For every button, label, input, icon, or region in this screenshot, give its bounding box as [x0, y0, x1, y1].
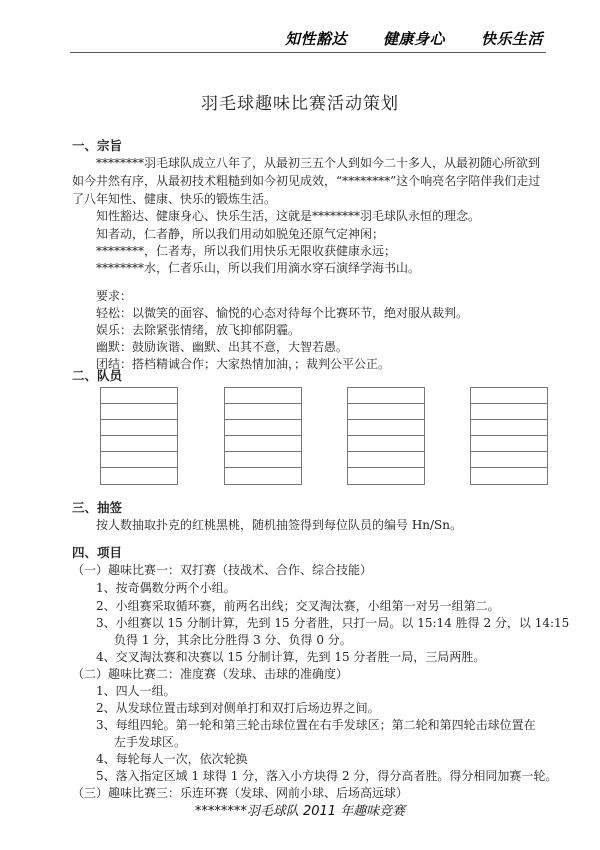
- draw-text: 按人数抽取扑克的红桃黑桃，随机抽签得到每位队员的编号 Hn/Sn。: [96, 518, 463, 532]
- purpose-line: ********水，仁者乐山，所以我们用滴水穿石演绎学海书山。: [96, 261, 421, 275]
- event-3-title: （三）趣味比赛三：乐连环赛（发球、网前小球、后场高远球）: [72, 786, 409, 800]
- member-cell: [101, 388, 177, 404]
- slogan-2: 健康身心: [383, 30, 446, 48]
- member-cell: [225, 388, 301, 404]
- event-2-item-cont: 左手发球区。: [114, 735, 187, 749]
- event-1-item: 2、小组赛采取循环赛，前两名出线；交叉淘汰赛，小组第一对另一组第二。: [96, 599, 500, 613]
- purpose-line: ********，仁者寿，所以我们用快乐无限收获健康永远；: [96, 244, 397, 258]
- member-cell: [101, 420, 177, 436]
- event-2-item: 2、从发球位置击球到对侧单打和双打后场边界之间。: [96, 701, 380, 715]
- member-cell: [225, 420, 301, 436]
- requirement-item: 娱乐：去除紧张情绪，放飞抑郁阴霾。: [96, 323, 301, 337]
- member-cell: [348, 452, 424, 468]
- event-1-item: 3、小组赛以 15 分制计算，先到 15 分者胜，只打一局。以 15:14 胜得 2 分，以 14:15: [96, 616, 570, 630]
- member-table-2: [224, 387, 302, 485]
- event-2-item: 5、落入指定区域 1 球得 1 分，落入小方块得 2 分，得分高者胜。得分相同加赛一轮。: [96, 769, 558, 783]
- member-cell: [101, 436, 177, 452]
- member-cell: [101, 404, 177, 420]
- document-title: 羽毛球趣味比赛活动策划: [201, 94, 399, 114]
- event-1-item-cont: 负得 1 分，其余比分胜得 3 分、负得 0 分。: [114, 633, 352, 647]
- purpose-line: ********羽毛球队成立八年了，从最初三五个人到如今二十多人，从最初随心所欲到: [96, 156, 541, 170]
- slogan-3: 快乐生活: [481, 30, 544, 48]
- member-cell: [471, 468, 547, 484]
- event-2-item: 3、每组四轮。第一轮和第三轮击球位置在右手发球区；第二轮和第四轮击球位置在: [96, 718, 536, 732]
- requirement-item: 幽默：鼓励诙谐、幽默、出其不意，大智若愚。: [96, 340, 349, 354]
- event-1-title: （一）趣味比赛一：双打赛（技战术、合作、综合技能）: [72, 563, 373, 577]
- member-cell: [225, 452, 301, 468]
- member-cell: [101, 452, 177, 468]
- event-2-item: 4、每轮每人一次，依次轮换: [96, 752, 248, 766]
- event-2-item: 1、四人一组。: [96, 684, 176, 698]
- member-cell: [471, 452, 547, 468]
- member-table-1: [100, 387, 178, 485]
- member-cell: [471, 404, 547, 420]
- purpose-line: 知性豁达、健康身心、快乐生活，这就是********羽毛球队永恒的理念。: [96, 209, 481, 223]
- section-heading-members: 二、队员: [72, 368, 123, 383]
- requirement-item: 团结：搭档精诚合作；大家热情加油，；裁判公平公正。: [96, 357, 391, 371]
- member-cell: [471, 388, 547, 404]
- event-2-title: （二）趣味比赛二：准度赛（发球、击球的准确度）: [72, 667, 349, 681]
- member-cell: [348, 436, 424, 452]
- slogan-1: 知性豁达: [285, 30, 348, 48]
- member-table-3: [347, 387, 425, 485]
- purpose-line: 了八年知性、健康、快乐的锻炼生活。: [72, 192, 277, 206]
- section-heading-purpose: 一、宗旨: [72, 138, 123, 153]
- section-heading-events: 四、项目: [72, 545, 123, 560]
- event-1-item: 4、交叉淘汰赛和决赛以 15 分制计算，先到 15 分者胜一局，三局两胜。: [96, 650, 486, 664]
- member-cell: [348, 388, 424, 404]
- section-heading-draw: 三、抽签: [72, 500, 123, 515]
- member-cell: [225, 404, 301, 420]
- requirement-item: 轻松：以微笑的面容、愉悦的心态对待每个比赛环节，绝对服从裁判。: [96, 306, 469, 320]
- header-slogans: [0, 28, 600, 50]
- member-cell: [471, 436, 547, 452]
- member-cell: [225, 436, 301, 452]
- event-1-item: 1、按奇偶数分两个小组。: [96, 581, 236, 595]
- purpose-line: 知者动，仁者静，所以我们用动如脱兔还原气定神闲；: [96, 227, 385, 241]
- member-cell: [348, 468, 424, 484]
- member-cell: [225, 468, 301, 484]
- member-cell: [471, 420, 547, 436]
- member-table-4: [470, 387, 548, 485]
- requirements-label: 要求：: [96, 289, 133, 303]
- header-divider: [70, 52, 546, 53]
- purpose-line: 如今井然有序，从最初技术粗糙到如今初见成效，“********”这个响亮名字陪伴我们走过: [72, 174, 541, 188]
- member-cell: [348, 420, 424, 436]
- member-cell: [101, 468, 177, 484]
- member-cell: [348, 404, 424, 420]
- footer-text: ********羽毛球队 2011 年趣味竞赛: [194, 804, 406, 819]
